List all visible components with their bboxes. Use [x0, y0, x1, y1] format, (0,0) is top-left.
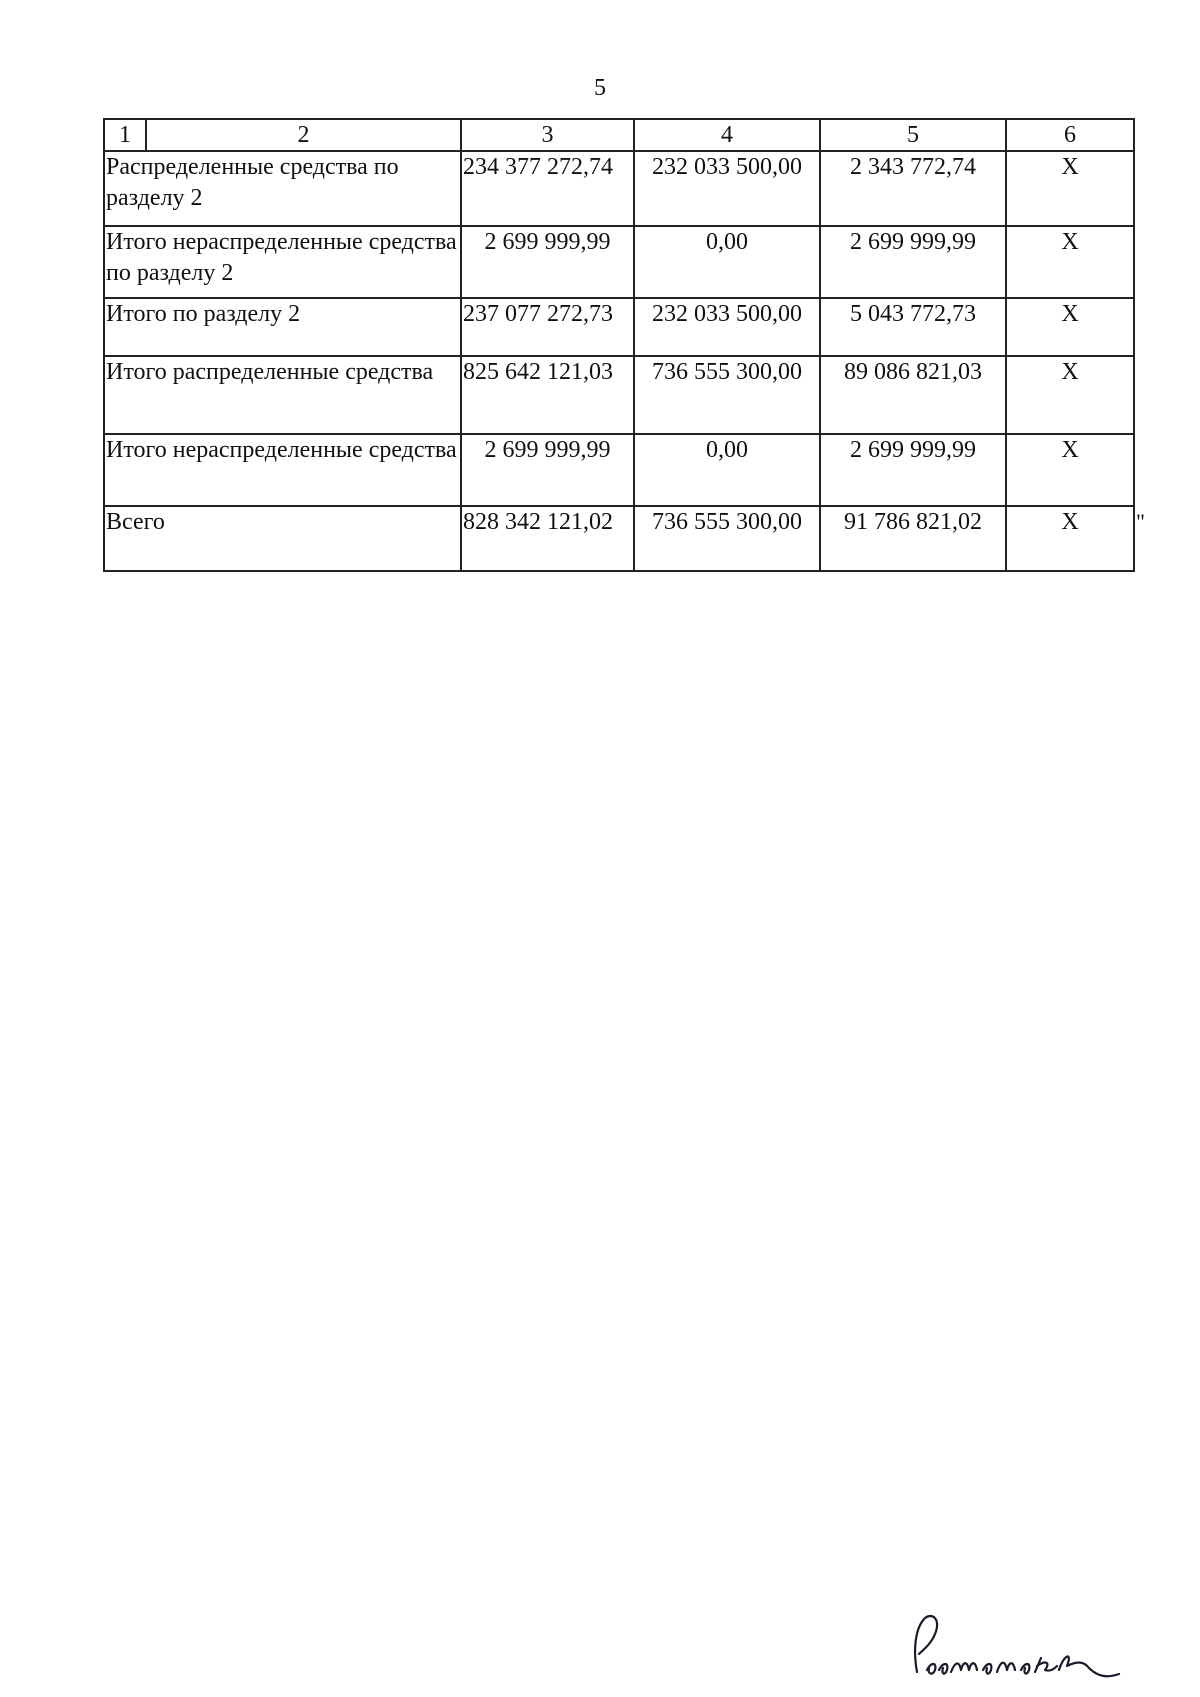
row-value-col4: 0,00	[634, 434, 820, 506]
header-col-2: 2	[297, 122, 310, 148]
row-value-col6: Х	[1006, 506, 1134, 571]
budget-table	[103, 118, 1135, 572]
row-value-col4: 736 555 300,00	[634, 356, 820, 434]
row-label: Всего	[104, 506, 461, 571]
closing-quote-mark: "	[1136, 509, 1145, 534]
row-value-col3: 2 699 999,99	[461, 434, 634, 506]
table-row	[104, 226, 1134, 298]
table-row	[104, 298, 1134, 356]
row-label: Распределенные средства по разделу 2	[104, 151, 461, 226]
header-col-5: 5	[820, 119, 1006, 151]
row-value-col3: 828 342 121,02	[461, 506, 634, 571]
row-value-col3: 825 642 121,03	[461, 356, 634, 434]
table-row	[104, 506, 1134, 571]
row-label: Итого нераспределенные средства	[104, 434, 461, 506]
row-label: Итого нераспределенные средства по разделу 2	[104, 226, 461, 298]
handwritten-signature	[905, 1610, 1125, 1690]
header-col-4: 4	[634, 119, 820, 151]
row-label: Итого распределенные средства	[104, 356, 461, 434]
row-value-col3: 234 377 272,74	[461, 151, 634, 226]
row-value-col6: Х	[1006, 298, 1134, 356]
row-value-col6: Х	[1006, 226, 1134, 298]
row-value-col4: 736 555 300,00	[634, 506, 820, 571]
row-value-col6: Х	[1006, 151, 1134, 226]
row-value-col5: 2 699 999,99	[820, 226, 1006, 298]
row-value-col6: Х	[1006, 434, 1134, 506]
page-number: 5	[594, 75, 606, 101]
header-col-6: 6	[1006, 119, 1134, 151]
row-value-col4: 232 033 500,00	[634, 151, 820, 226]
row-value-col6: Х	[1006, 356, 1134, 434]
header-col-1: 1	[105, 120, 147, 150]
row-value-col3: 2 699 999,99	[461, 226, 634, 298]
row-value-col4: 232 033 500,00	[634, 298, 820, 356]
row-value-col5: 2 343 772,74	[820, 151, 1006, 226]
table-row	[104, 434, 1134, 506]
row-value-col5: 91 786 821,02	[820, 506, 1006, 571]
row-value-col3: 237 077 272,73	[461, 298, 634, 356]
table-row	[104, 151, 1134, 226]
header-cell-1-2	[104, 119, 461, 151]
row-value-col5: 5 043 772,73	[820, 298, 1006, 356]
row-value-col5: 89 086 821,03	[820, 356, 1006, 434]
table-header-row	[104, 119, 1134, 151]
row-label: Итого по разделу 2	[104, 298, 461, 356]
header-col-3: 3	[461, 119, 634, 151]
table-row	[104, 356, 1134, 434]
row-value-col4: 0,00	[634, 226, 820, 298]
row-value-col5: 2 699 999,99	[820, 434, 1006, 506]
